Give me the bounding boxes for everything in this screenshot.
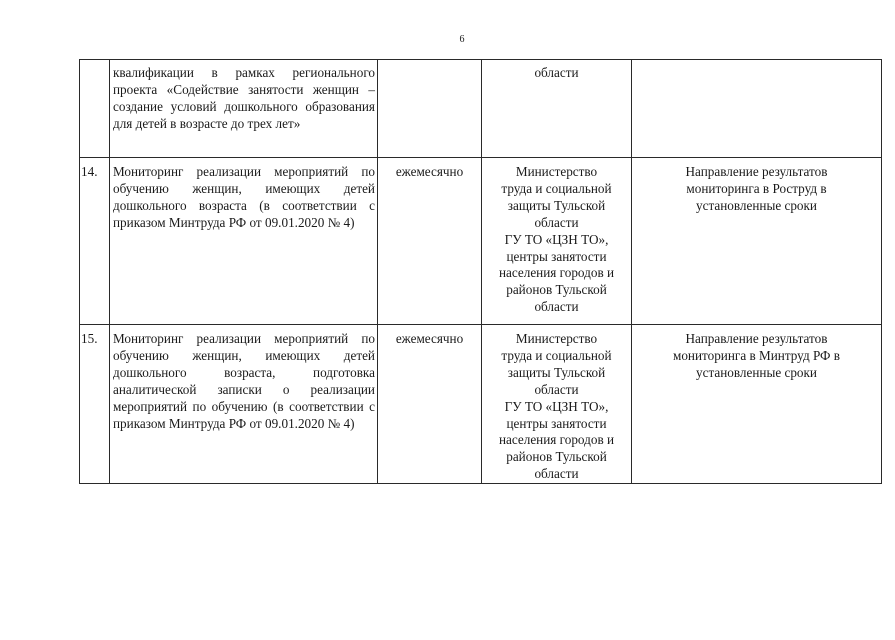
result-cell [632, 325, 882, 484]
result-cell [632, 60, 882, 158]
responsible-text: Министерство труда и социальной защиты Тульской области ГУ ТО «ЦЗН ТО», центры занятости населения городов и районов Тульской области [498, 164, 615, 315]
responsible-cell [482, 325, 632, 484]
row-number-cell [80, 325, 110, 484]
term-cell [378, 325, 482, 484]
activity-cell [110, 325, 378, 484]
result-text: Направление результатов мониторинга в Минтруд РФ в установленные сроки [672, 331, 841, 380]
responsible-cell [482, 60, 632, 158]
activities-table [79, 59, 882, 484]
responsible-text: Министерство труда и социальной защиты Тульской области ГУ ТО «ЦЗН ТО», центры занятости населения городов и районов Тульской области [498, 331, 615, 482]
result-cell [632, 158, 882, 325]
activity-cell [110, 60, 378, 158]
table-row-continuation [80, 60, 882, 158]
row-number: 14. [81, 164, 98, 179]
activity-cell [110, 158, 378, 325]
responsible-cell [482, 158, 632, 325]
table-row-15 [80, 325, 882, 484]
row-number-cell [80, 60, 110, 158]
term-text: ежемесячно [395, 164, 464, 179]
activity-text: Мониторинг реализации мероприятий по обучению женщин, имеющих детей дошкольного возраста (в соответствии с приказом Минтруда РФ от 09.01.2020 № 4) [113, 164, 375, 230]
row-number-cell [80, 158, 110, 325]
row-number: 15. [81, 331, 98, 346]
activity-text: Мониторинг реализации мероприятий по обучению женщин, имеющих детей дошкольного возраста, подготовка аналитической записки о реализации мероприятий по обучению (в соответствии с приказом Минтруда РФ от 09.01.2020 № 4) [113, 331, 375, 431]
activity-text: квалификации в рамках регионального проекта «Содействие занятости женщин – создание условий дошкольного образования для детей в возрасте до трех лет» [113, 65, 375, 131]
term-cell [378, 158, 482, 325]
responsible-text: области [534, 65, 579, 80]
term-text: ежемесячно [395, 331, 464, 346]
page-number: 6 [459, 34, 465, 45]
result-text: Направление результатов мониторинга в Роструд в установленные сроки [685, 164, 828, 213]
table-row-14 [80, 158, 882, 325]
term-cell [378, 60, 482, 158]
